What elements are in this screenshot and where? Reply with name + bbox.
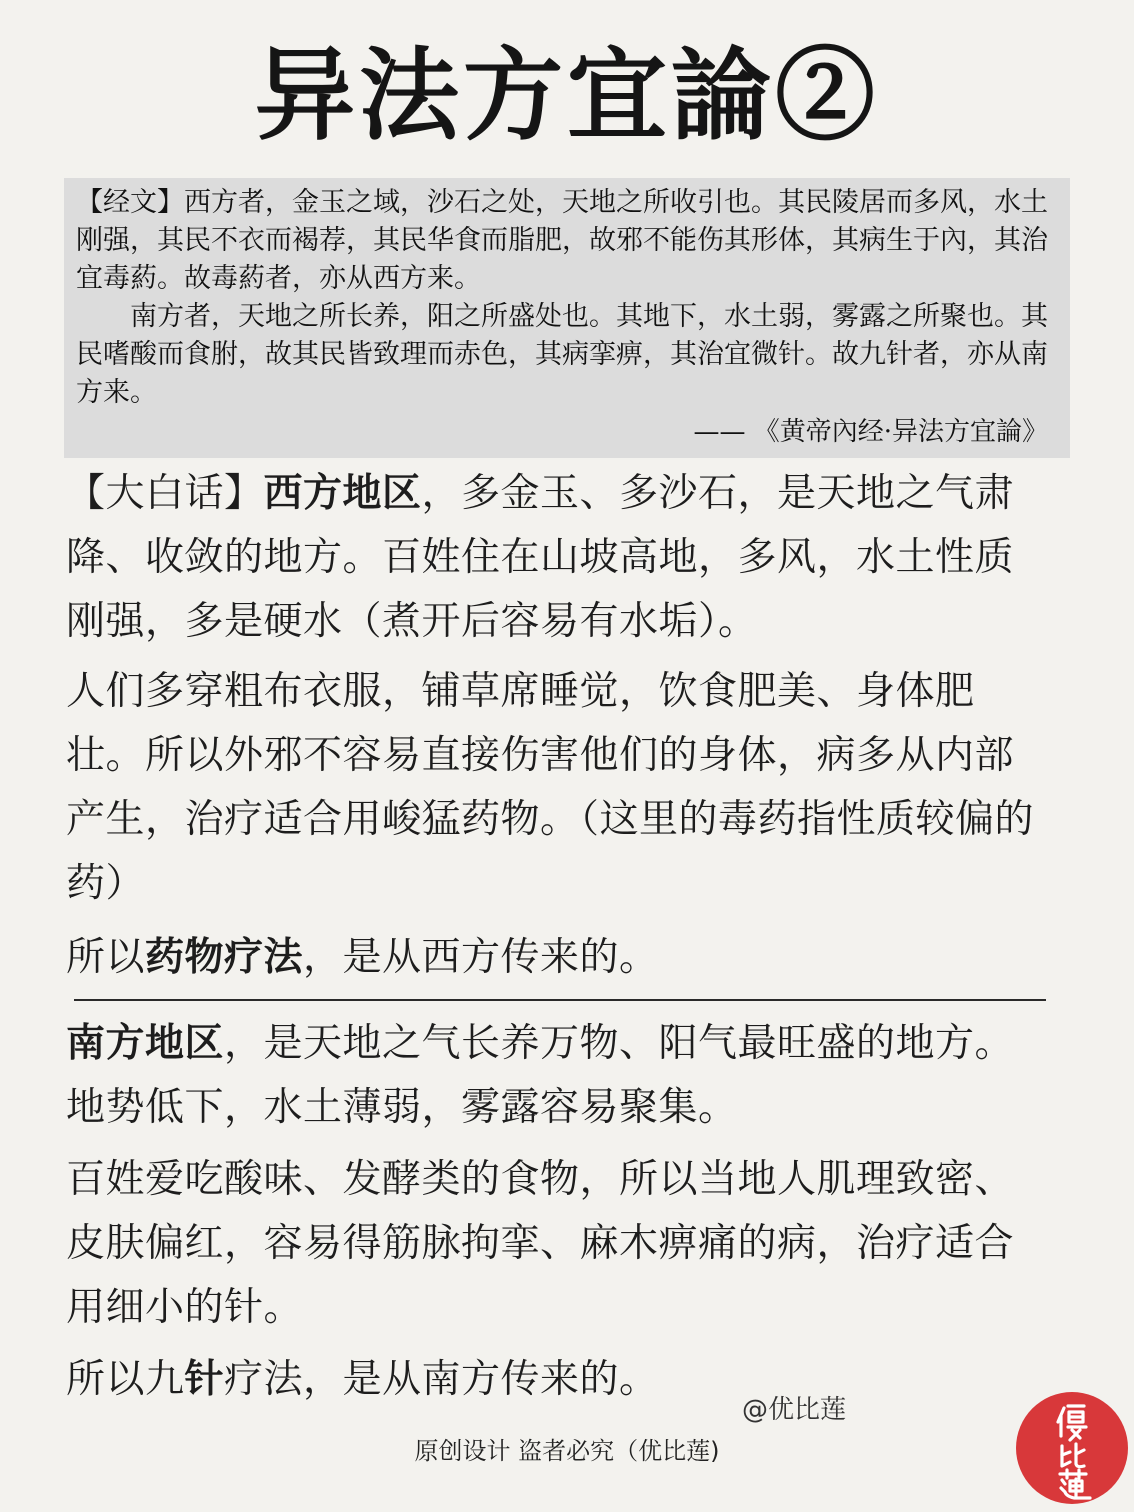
classic-text-box xyxy=(64,178,1070,458)
west-conclusion-end: ，是从西方传来的。 xyxy=(303,935,659,980)
south-conclusion-start: 所以九 xyxy=(66,1357,185,1402)
south-conclusion-emphasis: 针 xyxy=(184,1357,225,1402)
page-title: 异法方宜論② xyxy=(255,36,879,154)
west-heading: 西方地区 xyxy=(263,471,422,516)
classic-paragraph-west: 【经文】西方者，金玉之域，沙石之处，天地之所收引也。其民陵居而多风，水土刚强，其民不衣而褐荐，其民华食而脂肥，故邪不能伤其形体，其病生于內，其治宜毒葯。故毒葯者，亦从西方来。 xyxy=(76,187,1048,294)
author-watermark: @优比莲 xyxy=(742,1395,847,1425)
south-heading: 南方地区 xyxy=(66,1021,225,1066)
seal-calligraphy-icon xyxy=(1016,1392,1128,1504)
classic-source: —— 《黄帝內经·异法方宜論》 xyxy=(693,417,1048,447)
copyright-footer: 原创设计 盗者必究（优比莲) xyxy=(414,1437,720,1465)
classic-paragraph-south: 南方者，天地之所长养，阳之所盛处也。其地下，水土弱，雾露之所聚也。其民嗜酸而食胕，故其民皆致理而赤色，其病挛痹，其治宜微针。故九针者，亦从南方来。 xyxy=(76,301,1048,408)
south-description: ，是天地之气长养万物、阳气最旺盛的地方。地势低下，水土薄弱，雾露容易聚集。 xyxy=(66,1021,1015,1130)
west-conclusion xyxy=(66,926,1051,990)
section-divider xyxy=(74,999,1046,1001)
west-paragraph-2: 人们多穿粗布衣服，铺草席睡觉，饮食肥美、身体肥壮。所以外邪不容易直接伤害他们的身体，病多从内部产生，治疗适合用峻猛药物。（这里的毒药指性质较偏的药） xyxy=(66,669,1035,906)
south-conclusion xyxy=(66,1348,1051,1412)
seal-logo xyxy=(1016,1392,1128,1504)
west-paragraph-1 xyxy=(66,462,1051,654)
west-description: ，多金玉、多沙石，是天地之气肃降、收敛的地方。百姓住在山坡高地，多风，水土性质刚强，多是硬水（煮开后容易有水垢）。 xyxy=(66,471,1015,644)
south-paragraph-2: 百姓爱吃酸味、发酵类的食物，所以当地人肌理致密、皮肤偏红，容易得筋脉拘挛、麻木痹痛的病，治疗适合用细小的针。 xyxy=(66,1157,1015,1330)
south-conclusion-end: 疗法，是从南方传来的。 xyxy=(224,1357,659,1402)
south-paragraph-1 xyxy=(66,1012,1051,1140)
west-lead: 【大白话】 xyxy=(66,471,264,516)
west-conclusion-start: 所以 xyxy=(66,935,146,980)
west-conclusion-emphasis: 药物疗法 xyxy=(145,935,304,980)
